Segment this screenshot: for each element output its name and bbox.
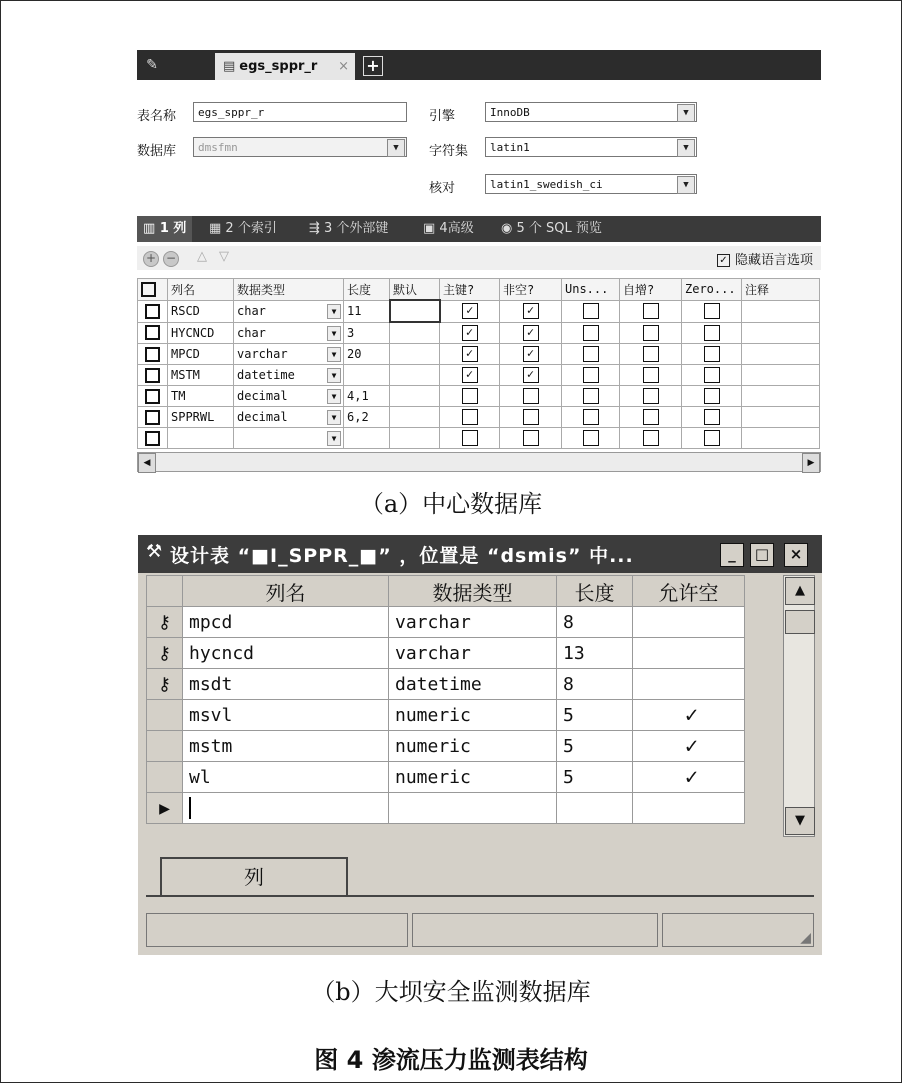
horizontal-scrollbar[interactable]: [137, 452, 821, 472]
field-comment-cell[interactable]: [742, 428, 820, 449]
remove-field-icon[interactable]: −: [163, 251, 179, 267]
checkbox[interactable]: ✓: [523, 303, 539, 319]
length-cell[interactable]: 5: [557, 731, 633, 762]
checkbox[interactable]: ✓: [523, 367, 539, 383]
field-comment-cell[interactable]: [742, 365, 820, 386]
collation-label: 核对: [429, 181, 456, 196]
tab-sql-preview[interactable]: ◉ 5 个 SQL 预览: [501, 221, 602, 236]
checkbox[interactable]: [704, 388, 720, 404]
chevron-down-icon[interactable]: ▼: [327, 389, 341, 404]
checkbox[interactable]: [523, 388, 539, 404]
col-header-not-null[interactable]: 非空?: [500, 279, 562, 301]
field-toolbar: [137, 246, 821, 270]
checkbox[interactable]: [704, 409, 720, 425]
scroll-up-icon[interactable]: ▲: [785, 577, 815, 605]
checkbox[interactable]: [583, 303, 599, 319]
field-length-cell[interactable]: 11: [344, 300, 390, 322]
field-default-cell[interactable]: [390, 407, 440, 428]
tab-indexes[interactable]: ▦ 2 个索引: [209, 221, 277, 236]
col-header-type[interactable]: 数据类型: [234, 279, 344, 301]
checkbox[interactable]: ✓: [462, 367, 478, 383]
engine-value: InnoDB: [490, 106, 530, 119]
data-type-cell[interactable]: numeric: [389, 700, 557, 731]
chevron-down-icon: ▼: [387, 139, 405, 157]
caption-a: （a）中心数据库: [359, 490, 543, 518]
new-tab-button[interactable]: +: [363, 56, 383, 76]
col-header-allow-null[interactable]: 允许空: [633, 576, 745, 607]
table-row[interactable]: [147, 762, 745, 793]
field-length-cell[interactable]: [344, 365, 390, 386]
maximize-button[interactable]: □: [750, 543, 774, 567]
column-name-cell[interactable]: wl: [183, 762, 389, 793]
checkbox[interactable]: ✓: [523, 346, 539, 362]
field-type-cell[interactable]: datetime ▼: [234, 365, 344, 386]
allow-null-cell[interactable]: [633, 607, 745, 638]
database-select: [193, 137, 407, 157]
status-bar: [146, 913, 814, 949]
field-name-cell[interactable]: TM: [168, 386, 234, 407]
chevron-down-icon[interactable]: ▼: [327, 431, 341, 446]
table-row[interactable]: [138, 300, 820, 322]
charset-label: 字符集: [429, 144, 469, 159]
field-default-cell[interactable]: [390, 344, 440, 365]
checkbox[interactable]: [462, 409, 478, 425]
field-name-cell[interactable]: SPPRWL: [168, 407, 234, 428]
engine-select[interactable]: [485, 102, 697, 122]
field-name-cell[interactable]: MSTM: [168, 365, 234, 386]
col-header-primary-key[interactable]: 主键?: [440, 279, 500, 301]
field-name-cell[interactable]: HYCNCD: [168, 322, 234, 344]
field-comment-cell[interactable]: [742, 386, 820, 407]
row-marker-icon: [145, 389, 160, 404]
row-selector[interactable]: [147, 638, 183, 669]
row-marker-icon: [145, 368, 160, 383]
designer-tabs: [137, 216, 821, 242]
col-header-name[interactable]: 列名: [168, 279, 234, 301]
checkbox[interactable]: [583, 430, 599, 446]
table-row[interactable]: [147, 700, 745, 731]
tab-divider: [146, 895, 814, 897]
field-default-cell[interactable]: [390, 386, 440, 407]
foreign-key-icon: ⇶: [309, 221, 325, 236]
checkbox[interactable]: [643, 388, 659, 404]
collation-value: latin1_swedish_ci: [490, 178, 603, 191]
table-row[interactable]: [138, 344, 820, 365]
table-row[interactable]: [138, 407, 820, 428]
row-selector[interactable]: [147, 762, 183, 793]
move-down-icon[interactable]: ▽: [219, 249, 229, 264]
length-cell[interactable]: 8: [557, 607, 633, 638]
key-icon: ⚷: [157, 642, 172, 664]
checkbox[interactable]: [523, 430, 539, 446]
data-type-cell[interactable]: [389, 793, 557, 824]
chevron-down-icon[interactable]: ▼: [327, 326, 341, 341]
collation-select[interactable]: [485, 174, 697, 194]
checkbox[interactable]: [704, 346, 720, 362]
table-row[interactable]: [147, 638, 745, 669]
status-pane: [412, 913, 658, 947]
table-name-field[interactable]: egs_sppr_r: [193, 102, 407, 122]
field-type-cell[interactable]: decimal ▼: [234, 386, 344, 407]
checkbox[interactable]: [704, 430, 720, 446]
chevron-down-icon[interactable]: ▼: [327, 368, 341, 383]
row-selector[interactable]: [147, 669, 183, 700]
chevron-down-icon[interactable]: ▼: [677, 139, 695, 157]
database-label: 数据库: [137, 144, 177, 159]
grid-header-row: [147, 576, 745, 607]
tab-foreign-keys[interactable]: ⇶ 3 个外部键: [309, 221, 389, 236]
tab-columns[interactable]: 列: [160, 857, 348, 897]
caption-b: （b）大坝安全监测数据库: [311, 978, 591, 1006]
table-row[interactable]: [138, 322, 820, 344]
col-header-length[interactable]: 长度: [344, 279, 390, 301]
col-header-length[interactable]: 长度: [557, 576, 633, 607]
field-default-cell[interactable]: [390, 365, 440, 386]
fields-table: [137, 278, 820, 449]
field-comment-cell[interactable]: [742, 407, 820, 428]
table-row[interactable]: [138, 365, 820, 386]
home-tab-icon[interactable]: ✎: [146, 57, 158, 73]
chevron-down-icon[interactable]: ▼: [327, 410, 341, 425]
length-cell[interactable]: [557, 793, 633, 824]
vertical-scrollbar[interactable]: [783, 575, 815, 837]
row-selector[interactable]: [147, 731, 183, 762]
checkbox[interactable]: ✓: [462, 303, 478, 319]
current-row-icon: ▶: [147, 793, 183, 824]
close-button[interactable]: ×: [784, 543, 808, 567]
table-icon: ▤: [223, 59, 236, 74]
checkbox[interactable]: [583, 325, 599, 341]
table-row[interactable]: [147, 731, 745, 762]
field-length-cell[interactable]: 20: [344, 344, 390, 365]
status-pane: [662, 913, 814, 947]
field-comment-cell[interactable]: [742, 300, 820, 322]
field-type-cell[interactable]: varchar ▼: [234, 344, 344, 365]
checkbox[interactable]: [583, 367, 599, 383]
table-header-row: [138, 279, 820, 301]
field-type-cell[interactable]: decimal ▼: [234, 407, 344, 428]
figure-caption: 图 4 渗流压力监测表结构: [314, 1046, 588, 1074]
field-length-cell[interactable]: [344, 428, 390, 449]
window-titlebar: [138, 535, 822, 573]
checkbox[interactable]: [462, 388, 478, 404]
chevron-down-icon[interactable]: ▼: [327, 347, 341, 362]
row-selector[interactable]: [147, 607, 183, 638]
col-header-data-type[interactable]: 数据类型: [389, 576, 557, 607]
database-value: dmsfmn: [198, 141, 238, 154]
field-length-cell[interactable]: 6,2: [344, 407, 390, 428]
checkbox[interactable]: [704, 303, 720, 319]
design-table-window: [138, 535, 822, 955]
data-type-cell[interactable]: varchar: [389, 638, 557, 669]
tab-strip: [137, 50, 821, 80]
index-icon: ▦: [209, 221, 226, 236]
charset-select[interactable]: [485, 137, 697, 157]
column-name-cell[interactable]: hycncd: [183, 638, 389, 669]
table-row[interactable]: [138, 428, 820, 449]
data-type-cell[interactable]: datetime: [389, 669, 557, 700]
col-header-auto-increment[interactable]: 自增?: [620, 279, 682, 301]
allow-null-cell[interactable]: [633, 793, 745, 824]
design-table-icon: ⚒: [146, 541, 163, 562]
text-cursor: [189, 797, 191, 819]
row-marker-icon: [145, 325, 160, 340]
checkbox[interactable]: [643, 325, 659, 341]
sql-preview-icon: ◉: [501, 221, 517, 236]
key-icon: ⚷: [157, 673, 172, 695]
length-cell[interactable]: 13: [557, 638, 633, 669]
allow-null-cell[interactable]: [633, 638, 745, 669]
column-name-cell[interactable]: mstm: [183, 731, 389, 762]
minimize-button[interactable]: _: [720, 543, 744, 567]
key-icon: ⚷: [157, 611, 172, 633]
length-cell[interactable]: 5: [557, 700, 633, 731]
scroll-down-icon[interactable]: ▼: [785, 807, 815, 835]
field-type-cell[interactable]: [234, 428, 344, 449]
checkbox[interactable]: ✓: [462, 325, 478, 341]
resize-grip-icon[interactable]: ◢: [800, 930, 811, 946]
data-type-cell[interactable]: numeric: [389, 762, 557, 793]
tab-advanced[interactable]: ▣ 4高级: [423, 221, 474, 236]
field-name-cell[interactable]: RSCD: [168, 300, 234, 322]
tab-columns[interactable]: ▥ 1 列: [137, 216, 192, 242]
field-name-cell[interactable]: [168, 428, 234, 449]
add-field-icon[interactable]: +: [143, 251, 159, 267]
checkbox[interactable]: [583, 409, 599, 425]
row-marker-icon: [145, 304, 160, 319]
checkbox[interactable]: [643, 430, 659, 446]
field-type-cell[interactable]: char ▼: [234, 300, 344, 322]
field-length-cell[interactable]: 3: [344, 322, 390, 344]
row-selector[interactable]: [147, 700, 183, 731]
data-type-cell[interactable]: varchar: [389, 607, 557, 638]
checkbox[interactable]: [643, 303, 659, 319]
close-tab-icon[interactable]: ×: [338, 59, 349, 74]
checkbox[interactable]: [704, 325, 720, 341]
move-up-icon[interactable]: △: [197, 249, 207, 264]
col-header-comment[interactable]: 注释: [742, 279, 820, 301]
column-name-cell[interactable]: mpcd: [183, 607, 389, 638]
charset-value: latin1: [490, 141, 530, 154]
field-default-cell[interactable]: [390, 428, 440, 449]
checkbox[interactable]: ✓: [462, 346, 478, 362]
checkbox[interactable]: [583, 346, 599, 362]
data-type-cell[interactable]: numeric: [389, 731, 557, 762]
checkbox[interactable]: [643, 346, 659, 362]
field-comment-cell[interactable]: [742, 322, 820, 344]
chevron-down-icon[interactable]: ▼: [677, 104, 695, 122]
scroll-thumb[interactable]: [785, 610, 815, 634]
length-cell[interactable]: 8: [557, 669, 633, 700]
row-marker-icon: [145, 431, 160, 446]
allow-null-cell[interactable]: ✓: [633, 762, 745, 793]
col-header-column-name[interactable]: 列名: [183, 576, 389, 607]
col-header-zerofill[interactable]: Zero...: [682, 279, 742, 301]
window-title: 设计表 “■I_SPPR_■” ，位置是 “dsmis” 中...: [170, 545, 634, 567]
hide-language-option[interactable]: ✓ 隐藏语言选项: [717, 249, 813, 268]
row-marker-icon: [145, 410, 160, 425]
field-default-cell[interactable]: [390, 300, 440, 322]
col-header-unsigned[interactable]: Uns...: [562, 279, 620, 301]
checkbox[interactable]: [583, 388, 599, 404]
column-name-input[interactable]: [183, 793, 389, 824]
select-all-cell[interactable]: [138, 279, 168, 301]
checkbox[interactable]: [643, 367, 659, 383]
field-comment-cell[interactable]: [742, 344, 820, 365]
table-row[interactable]: [147, 607, 745, 638]
allow-null-cell[interactable]: [633, 669, 745, 700]
status-pane: [146, 913, 408, 947]
hide-language-checkbox[interactable]: ✓: [717, 254, 730, 267]
field-length-cell[interactable]: 4,1: [344, 386, 390, 407]
row-marker-icon: [145, 347, 160, 362]
table-row[interactable]: [138, 386, 820, 407]
checkbox[interactable]: [462, 430, 478, 446]
field-type-cell[interactable]: char ▼: [234, 322, 344, 344]
col-header-default[interactable]: 默认: [390, 279, 440, 301]
checkbox[interactable]: ✓: [523, 325, 539, 341]
field-name-cell[interactable]: MPCD: [168, 344, 234, 365]
chevron-down-icon[interactable]: ▼: [327, 304, 341, 319]
new-row[interactable]: [147, 793, 745, 824]
field-default-cell[interactable]: [390, 322, 440, 344]
row-marker-icon: [141, 282, 156, 297]
checkbox[interactable]: [704, 367, 720, 383]
checkbox[interactable]: [523, 409, 539, 425]
advanced-icon: ▣: [423, 221, 440, 236]
column-design-grid: [146, 575, 745, 824]
checkbox[interactable]: [643, 409, 659, 425]
column-name-cell[interactable]: msdt: [183, 669, 389, 700]
engine-label: 引擎: [429, 109, 456, 124]
table-name-label: 表名称: [137, 109, 177, 124]
length-cell[interactable]: 5: [557, 762, 633, 793]
tab-egs-sppr-r[interactable]: ▤ egs_sppr_r ×: [215, 53, 355, 80]
allow-null-cell[interactable]: ✓: [633, 700, 745, 731]
row-selector-header: [147, 576, 183, 607]
columns-icon: ▥: [143, 221, 160, 236]
table-row[interactable]: [147, 669, 745, 700]
column-name-cell[interactable]: msvl: [183, 700, 389, 731]
scroll-right-icon[interactable]: ▶: [802, 453, 820, 473]
navicat-table-designer: [137, 50, 821, 474]
allow-null-cell[interactable]: ✓: [633, 731, 745, 762]
chevron-down-icon[interactable]: ▼: [677, 176, 695, 194]
scroll-left-icon[interactable]: ◀: [138, 453, 156, 473]
